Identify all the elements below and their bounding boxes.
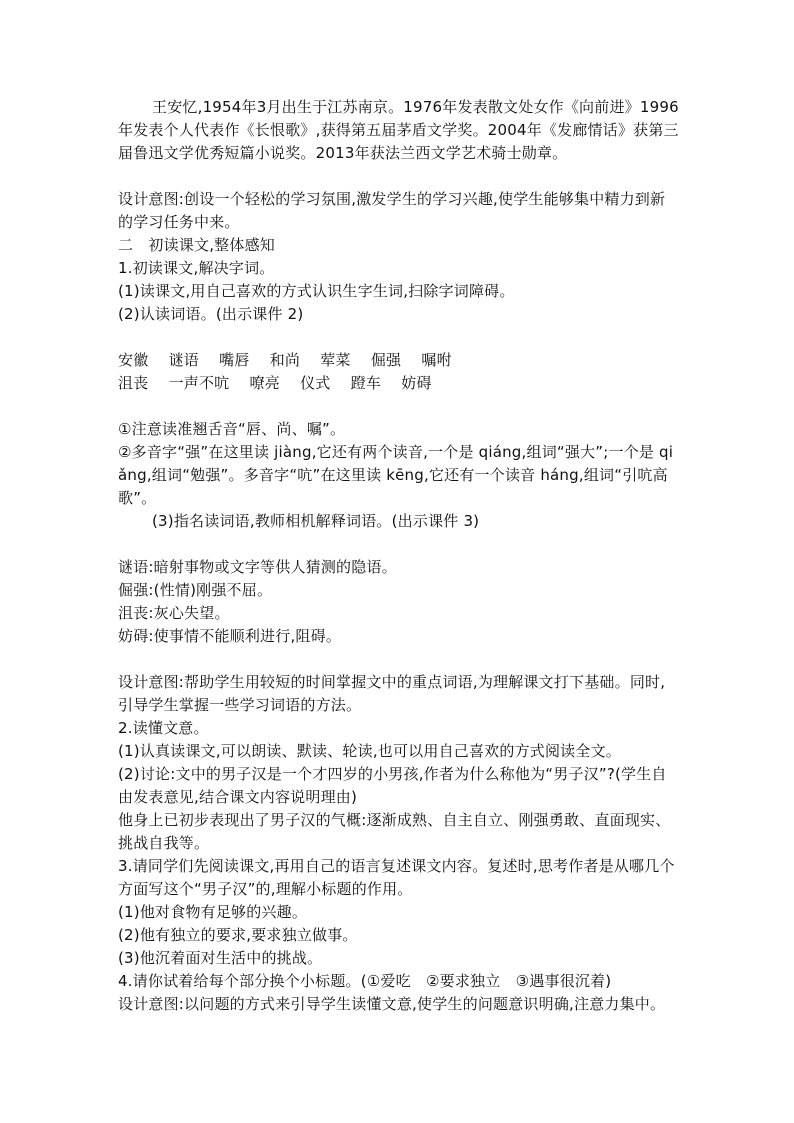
step-1-heading: 1.初读课文,解决字词。 <box>118 259 275 277</box>
spacer <box>118 165 680 188</box>
spacer <box>118 648 680 671</box>
design-intent-3: 设计意图:以问题的方式来引导学生读懂文意,使学生的问题意识明确,注意力集中。 <box>118 995 666 1013</box>
definition-3: 沮丧:灰心失望。 <box>118 604 230 622</box>
definition-1: 谜语:暗射事物或文字等供人猜测的隐语。 <box>118 558 397 576</box>
step-4-heading: 4.请你试着给每个部分换个小标题。(①爱吃 ②要求独立 ③遇事很沉着) <box>118 972 612 990</box>
step-3-item-b: (2)他有独立的要求,要求独立做事。 <box>118 926 358 944</box>
vocabulary-line-2: 沮丧 一声不吭 嘹亮 仪式 蹬车 妨碍 <box>118 374 432 392</box>
step-3-item-a: (1)他对食物有足够的兴趣。 <box>118 903 308 921</box>
section-heading: 二 初读课文,整体感知 <box>118 236 275 254</box>
step-3-item-c: (3)他沉着面对生活中的挑战。 <box>118 949 323 967</box>
step-2-answer: 他身上已初步表现出了男子汉的气概:逐渐成熟、自主自立、刚强勇敢、直面现实、挑战自我等。 <box>118 811 671 852</box>
step-1-item-b: (2)认读词语。(出示课件 2) <box>118 305 304 323</box>
design-intent-1: 设计意图:创设一个轻松的学习氛围,激发学生的学习兴趣,使学生能够集中精力到新的学习任务中来。 <box>118 190 666 231</box>
spacer <box>118 326 680 349</box>
step-1-item-a: (1)读课文,用自己喜欢的方式认识生字生词,扫除字词障碍。 <box>118 282 515 300</box>
step-2-item-a: (1)认真读课文,可以朗读、默读、轮读,也可以用自己喜欢的方式阅读全文。 <box>118 742 621 760</box>
design-intent-2: 设计意图:帮助学生用较短的时间掌握文中的重点词语,为理解课文打下基础。同时,引导学生掌握一些学习词语的方法。 <box>118 673 666 714</box>
step-2-item-b: (2)讨论:文中的男子汉是一个才四岁的小男孩,作者为什么称他为“男子汉”?(学生自由发表意见,结合课文内容说明理由) <box>118 765 667 806</box>
definition-4: 妨碍:使事情不能顺利进行,阻碍。 <box>118 627 342 645</box>
vocabulary-line-1: 安徽 谜语 嘴唇 和尚 荤菜 倔强 嘱咐 <box>118 351 452 369</box>
step-2-heading: 2.读懂文意。 <box>118 719 209 737</box>
author-bio-paragraph: 王安忆,1954年3月出生于江苏南京。1976年发表散文处女作《向前进》1996年发表个人代表作《长恨歌》,获得第五届茅盾文学奖。2004年《发廊情话》获第三届鲁迅文学优秀短篇小说奖。2013年获法兰西文学艺术骑士勋章。 <box>118 98 679 162</box>
spacer <box>118 533 680 556</box>
pronunciation-note-1: ①注意读准翘舌音“唇、尚、嘱”。 <box>118 420 346 438</box>
spacer <box>118 395 680 418</box>
document-page <box>118 96 680 1016</box>
step-1-item-c: (3)指名读词语,教师相机解释词语。(出示课件 3) <box>152 512 480 530</box>
step-3-heading: 3.请同学们先阅读课文,再用自己的语言复述课文内容。复述时,思考作者是从哪几个方面写这个“男子汉”的,理解小标题的作用。 <box>118 857 675 898</box>
definition-2: 倔强:(性情)刚强不屈。 <box>118 581 273 599</box>
pronunciation-note-2: ②多音字“强”在这里读 jiàng,它还有两个读音,一个是 qiáng,组词“强大”;一个是 qiǎng,组词“勉强”。多音字“吭”在这里读 kēng,它还有一个读音 háng,组词“引吭高歌”。 <box>118 443 674 507</box>
